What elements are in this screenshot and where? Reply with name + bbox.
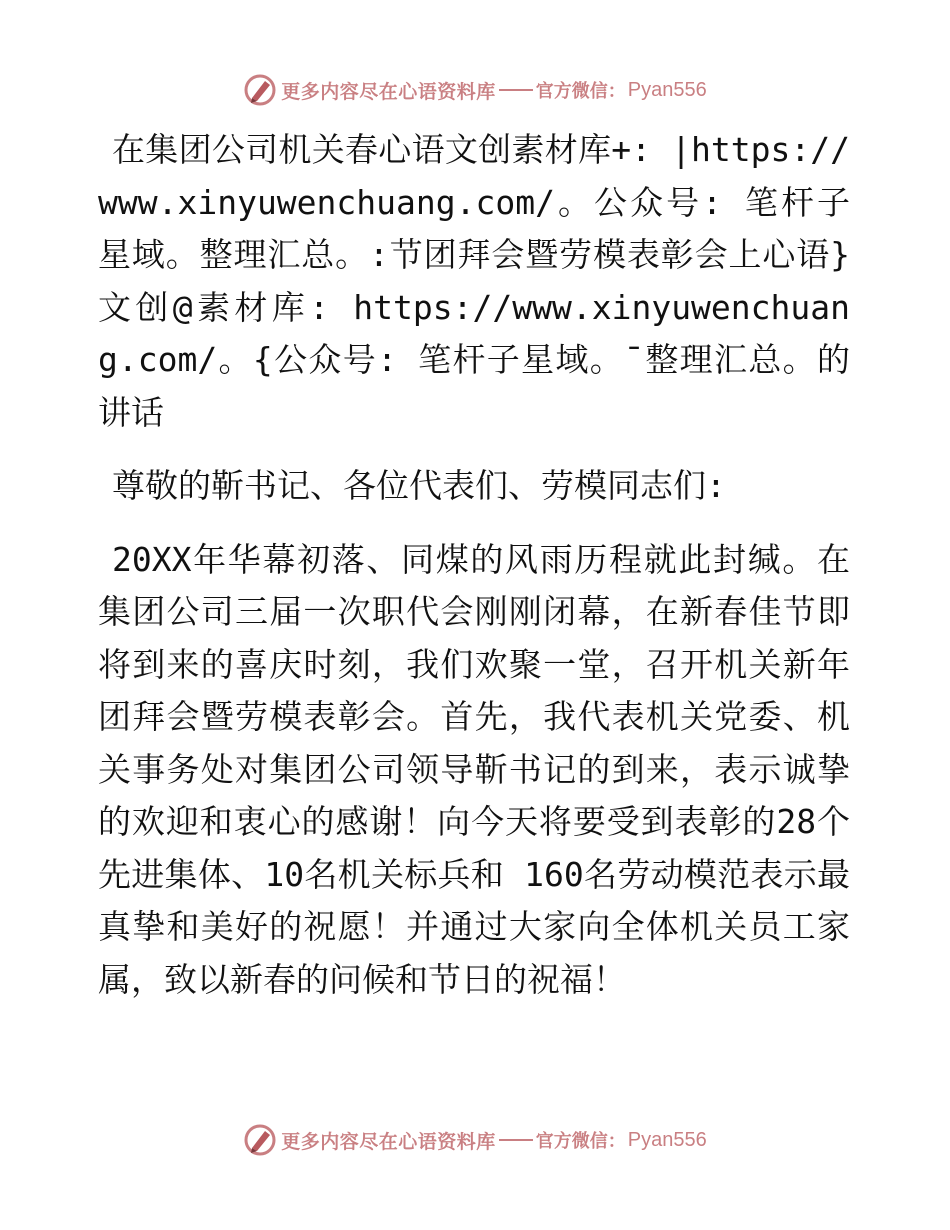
paragraph-body: 20XX年华幕初落、同煤的风雨历程就此封缄。在集团公司三届一次职代会刚刚闭幕，在新春佳节即将到来的喜庆时刻，我们欢聚一堂，召开机关新年团拜会暨劳模表彰会。首先，我代表机关党委、机关事务处对集团公司领导靳书记的到来，表示诚挚的欢迎和衷心的感谢！向今天将要受到表彰的28个先进集体、10名机关标兵和 160名劳动模范表示最真挚和美好的祝愿！并通过大家向全体机关员工家属，致以新春的问候和节日的祝福！ [98,539,850,999]
banner-wechat-id: Pyan556 [627,1128,707,1151]
paragraph-salutation: 尊敬的靳书记、各位代表们、劳模同志们: [112,466,726,505]
pen-logo-icon [243,1123,277,1157]
banner-sub-text: 官方微信： [535,81,626,102]
banner-main-text: 更多内容尽在心语资料库 [281,80,496,103]
paragraph-title: 在集团公司机关春心语文创素材库+: |https://www.xinyuwenchuang.com/。公众号: 笔杆子星域。整理汇总。:节团拜会暨劳模表彰会上心语}文创@素材库: https://www.xinyuwenchuang.com/。{公众号: 笔杆子星域。¯整理汇总。的讲话 [98,130,850,432]
footer-watermark-banner [0,1120,950,1160]
document-body [98,124,850,1006]
banner-wechat-id: Pyan556 [627,78,707,101]
pen-logo-icon [243,73,277,107]
banner-main-text: 更多内容尽在心语资料库 [281,1130,496,1153]
header-watermark-banner [0,70,950,110]
banner-sub-text: 官方微信： [535,1131,626,1152]
banner-dash [499,1139,533,1141]
banner-dash [499,89,533,91]
